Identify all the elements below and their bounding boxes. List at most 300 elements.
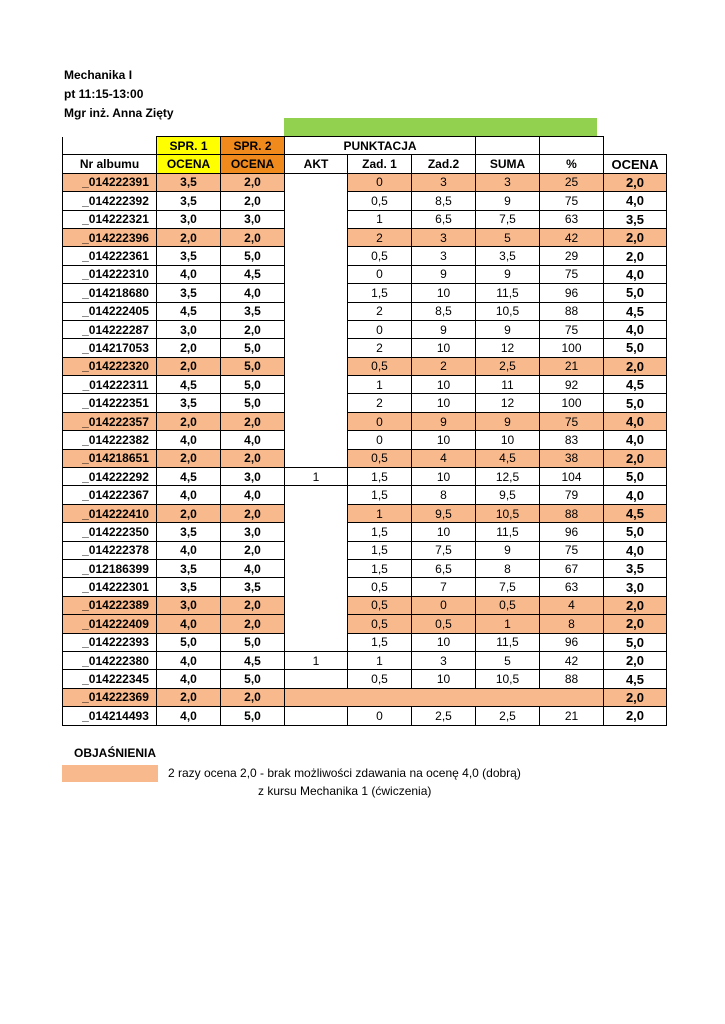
- zad2-cell: 9: [412, 265, 476, 283]
- table-row: [63, 688, 667, 706]
- akt-cell: [285, 449, 348, 467]
- zad2-cell: 10: [412, 523, 476, 541]
- percent-cell: 38: [540, 449, 604, 467]
- suma-cell: 10,5: [476, 302, 540, 320]
- zad2-cell: 2: [412, 357, 476, 375]
- spr2-grade-cell: 3,0: [221, 523, 285, 541]
- spr1-grade-cell: 3,5: [157, 578, 221, 596]
- spr1-grade-cell: 2,0: [157, 449, 221, 467]
- spr2-grade-cell: 2,0: [221, 192, 285, 210]
- percent-cell: 42: [540, 651, 604, 669]
- zad2-cell: 10: [412, 431, 476, 449]
- suma-cell: 12: [476, 394, 540, 412]
- album-number-cell: _014218651: [63, 449, 157, 467]
- akt-cell: [285, 284, 348, 302]
- spr2-grade-cell: 3,5: [221, 302, 285, 320]
- final-grade-cell: 2,0: [604, 173, 667, 191]
- suma-cell: 9: [476, 541, 540, 559]
- suma-cell: 2,5: [476, 357, 540, 375]
- zad1-cell: 0,5: [348, 615, 412, 633]
- akt-cell: [285, 578, 348, 596]
- zad2-cell: 3: [412, 651, 476, 669]
- spr2-grade-cell: 3,0: [221, 210, 285, 228]
- spr1-grade-cell: 3,5: [157, 559, 221, 577]
- spr1-grade-cell: 4,0: [157, 541, 221, 559]
- zad2-cell: 9,5: [412, 504, 476, 522]
- percent-cell: 21: [540, 357, 604, 375]
- suma-cell: 1: [476, 615, 540, 633]
- final-grade-cell: 5,0: [604, 339, 667, 357]
- zad2-cell: 10: [412, 394, 476, 412]
- akt-cell: [285, 559, 348, 577]
- table-row: [63, 192, 667, 210]
- zad1-cell: 0: [348, 431, 412, 449]
- album-number-cell: _014222405: [63, 302, 157, 320]
- album-number-cell: _014222345: [63, 670, 157, 688]
- col-header-zad2: Zad.2: [412, 155, 476, 173]
- punktacja-label: PUNKTACJA: [285, 137, 476, 155]
- percent-cell: 88: [540, 670, 604, 688]
- spr1-grade-cell: 4,5: [157, 302, 221, 320]
- zad2-cell: 9: [412, 320, 476, 338]
- zad1-cell: 1,5: [348, 633, 412, 651]
- zad1-cell: 0: [348, 320, 412, 338]
- percent-cell: 63: [540, 210, 604, 228]
- table-row: [63, 431, 667, 449]
- spr2-grade-cell: 5,0: [221, 339, 285, 357]
- suma-cell: 3,5: [476, 247, 540, 265]
- final-grade-cell: 2,0: [604, 357, 667, 375]
- col-header-spr1-ocena: OCENA: [157, 155, 221, 173]
- suma-cell: 11,5: [476, 523, 540, 541]
- legend-title: OBJAŚNIENIA: [74, 746, 157, 760]
- suma-cell: 9: [476, 320, 540, 338]
- header-row-top: [63, 137, 667, 155]
- final-grade-cell: 2,0: [604, 596, 667, 614]
- spr2-grade-cell: 2,0: [221, 688, 285, 706]
- zad2-cell: 10: [412, 468, 476, 486]
- final-grade-cell: 5,0: [604, 468, 667, 486]
- album-number-cell: _014222292: [63, 468, 157, 486]
- header-row-columns: [63, 155, 667, 173]
- spr2-grade-cell: 4,5: [221, 651, 285, 669]
- akt-cell: [285, 615, 348, 633]
- zad1-cell: 1: [348, 376, 412, 394]
- final-grade-cell: 4,5: [604, 670, 667, 688]
- final-grade-cell: 4,0: [604, 320, 667, 338]
- zad2-cell: 2,5: [412, 707, 476, 725]
- album-number-cell: _014222391: [63, 173, 157, 191]
- suma-cell: 9,5: [476, 486, 540, 504]
- spr1-grade-cell: 4,0: [157, 265, 221, 283]
- merged-empty-cell: [285, 688, 604, 706]
- spr2-grade-cell: 4,5: [221, 265, 285, 283]
- table-row: [63, 504, 667, 522]
- final-grade-cell: 4,0: [604, 265, 667, 283]
- final-grade-cell: 3,5: [604, 210, 667, 228]
- album-number-cell: _014222409: [63, 615, 157, 633]
- zad1-cell: 1,5: [348, 523, 412, 541]
- percent-cell: 75: [540, 541, 604, 559]
- grades-table: [62, 136, 667, 726]
- zad2-cell: 8: [412, 486, 476, 504]
- table-row: [63, 302, 667, 320]
- spr2-grade-cell: 4,0: [221, 486, 285, 504]
- zad1-cell: 0: [348, 265, 412, 283]
- akt-cell: [285, 486, 348, 504]
- header-empty-cell: [540, 137, 604, 155]
- final-grade-cell: 4,0: [604, 541, 667, 559]
- col-header-zad1: Zad. 1: [348, 155, 412, 173]
- spr2-grade-cell: 2,0: [221, 173, 285, 191]
- col-header-album: Nr albumu: [63, 155, 157, 173]
- zad2-cell: 10: [412, 284, 476, 302]
- zad1-cell: 0,5: [348, 670, 412, 688]
- spr1-grade-cell: 4,0: [157, 670, 221, 688]
- spr2-grade-cell: 5,0: [221, 707, 285, 725]
- spr1-grade-cell: 3,5: [157, 523, 221, 541]
- akt-cell: [285, 173, 348, 191]
- album-number-cell: _014222310: [63, 265, 157, 283]
- suma-cell: 11: [476, 376, 540, 394]
- percent-cell: 79: [540, 486, 604, 504]
- album-number-cell: _012186399: [63, 559, 157, 577]
- akt-cell: 1: [285, 468, 348, 486]
- zad2-cell: 6,5: [412, 559, 476, 577]
- akt-cell: [285, 210, 348, 228]
- suma-cell: 11,5: [476, 284, 540, 302]
- percent-cell: 42: [540, 228, 604, 246]
- spr2-grade-cell: 2,0: [221, 449, 285, 467]
- percent-cell: 104: [540, 468, 604, 486]
- table-row: [63, 228, 667, 246]
- percent-cell: 75: [540, 320, 604, 338]
- table-row: [63, 339, 667, 357]
- spr1-grade-cell: 5,0: [157, 633, 221, 651]
- zad1-cell: 1,5: [348, 468, 412, 486]
- akt-cell: [285, 707, 348, 725]
- spr2-grade-cell: 5,0: [221, 670, 285, 688]
- album-number-cell: _014222369: [63, 688, 157, 706]
- table-row: [63, 633, 667, 651]
- spr2-grade-cell: 3,0: [221, 468, 285, 486]
- album-number-cell: _014222357: [63, 412, 157, 430]
- spr1-label: SPR. 1: [157, 137, 221, 155]
- final-grade-cell: 4,5: [604, 302, 667, 320]
- zad2-cell: 3: [412, 228, 476, 246]
- akt-cell: 1: [285, 651, 348, 669]
- spr1-grade-cell: 4,0: [157, 651, 221, 669]
- spr2-label: SPR. 2: [221, 137, 285, 155]
- zad1-cell: 0,5: [348, 192, 412, 210]
- percent-cell: 88: [540, 302, 604, 320]
- akt-cell: [285, 265, 348, 283]
- header-empty-cell: [476, 137, 540, 155]
- spr2-grade-cell: 4,0: [221, 284, 285, 302]
- album-number-cell: _014222378: [63, 541, 157, 559]
- spr1-grade-cell: 3,5: [157, 394, 221, 412]
- percent-cell: 21: [540, 707, 604, 725]
- table-row: [63, 486, 667, 504]
- zad2-cell: 4: [412, 449, 476, 467]
- legend-text-line1: 2 razy ocena 2,0 - brak możliwości zdawania na ocenę 4,0 (dobrą): [168, 766, 521, 780]
- spr2-grade-cell: 2,0: [221, 412, 285, 430]
- zad2-cell: 9: [412, 412, 476, 430]
- suma-cell: 5: [476, 651, 540, 669]
- spr2-grade-cell: 5,0: [221, 357, 285, 375]
- spr1-grade-cell: 3,0: [157, 320, 221, 338]
- album-number-cell: _014222287: [63, 320, 157, 338]
- col-header-spr2-ocena: OCENA: [221, 155, 285, 173]
- spr1-grade-cell: 4,5: [157, 376, 221, 394]
- akt-cell: [285, 504, 348, 522]
- suma-cell: 5: [476, 228, 540, 246]
- final-grade-cell: 4,0: [604, 431, 667, 449]
- spr2-grade-cell: 5,0: [221, 247, 285, 265]
- zad2-cell: 3: [412, 173, 476, 191]
- akt-cell: [285, 431, 348, 449]
- green-header-bar: [284, 118, 597, 136]
- suma-cell: 4,5: [476, 449, 540, 467]
- final-grade-cell: 2,0: [604, 228, 667, 246]
- col-header-final-ocena: OCENA: [604, 155, 667, 173]
- spr1-grade-cell: 4,0: [157, 431, 221, 449]
- percent-cell: 100: [540, 339, 604, 357]
- spr2-grade-cell: 3,5: [221, 578, 285, 596]
- course-title: Mechanika I: [64, 68, 133, 82]
- spr1-grade-cell: 3,5: [157, 284, 221, 302]
- spr1-grade-cell: 3,5: [157, 173, 221, 191]
- spr2-grade-cell: 2,0: [221, 541, 285, 559]
- akt-cell: [285, 192, 348, 210]
- album-number-cell: _014222382: [63, 431, 157, 449]
- album-number-cell: _014222321: [63, 210, 157, 228]
- header-empty-cell: [604, 137, 667, 155]
- spr2-grade-cell: 4,0: [221, 431, 285, 449]
- akt-cell: [285, 412, 348, 430]
- akt-cell: [285, 302, 348, 320]
- table-row: [63, 376, 667, 394]
- final-grade-cell: 4,0: [604, 412, 667, 430]
- zad1-cell: 2: [348, 228, 412, 246]
- final-grade-cell: 3,5: [604, 559, 667, 577]
- percent-cell: 96: [540, 633, 604, 651]
- zad1-cell: 0: [348, 173, 412, 191]
- spr1-grade-cell: 3,0: [157, 210, 221, 228]
- album-number-cell: _014218680: [63, 284, 157, 302]
- table-row: [63, 357, 667, 375]
- zad1-cell: 0,5: [348, 449, 412, 467]
- zad1-cell: 1,5: [348, 541, 412, 559]
- album-number-cell: _014222410: [63, 504, 157, 522]
- akt-cell: [285, 633, 348, 651]
- album-number-cell: _014222361: [63, 247, 157, 265]
- zad1-cell: 1,5: [348, 284, 412, 302]
- table-row: [63, 707, 667, 725]
- percent-cell: 8: [540, 615, 604, 633]
- spr1-grade-cell: 4,5: [157, 468, 221, 486]
- album-number-cell: _014222392: [63, 192, 157, 210]
- spr1-grade-cell: 3,5: [157, 247, 221, 265]
- zad2-cell: 10: [412, 376, 476, 394]
- album-number-cell: _014222350: [63, 523, 157, 541]
- zad1-cell: 0,5: [348, 357, 412, 375]
- col-header-percent: %: [540, 155, 604, 173]
- suma-cell: 10: [476, 431, 540, 449]
- suma-cell: 9: [476, 412, 540, 430]
- zad1-cell: 2: [348, 394, 412, 412]
- spr2-grade-cell: 2,0: [221, 228, 285, 246]
- percent-cell: 83: [540, 431, 604, 449]
- akt-cell: [285, 394, 348, 412]
- spr2-grade-cell: 5,0: [221, 376, 285, 394]
- table-row: [63, 615, 667, 633]
- akt-cell: [285, 228, 348, 246]
- suma-cell: 8: [476, 559, 540, 577]
- suma-cell: 9: [476, 265, 540, 283]
- spr2-grade-cell: 2,0: [221, 320, 285, 338]
- final-grade-cell: 4,0: [604, 486, 667, 504]
- suma-cell: 0,5: [476, 596, 540, 614]
- spr2-grade-cell: 5,0: [221, 633, 285, 651]
- percent-cell: 75: [540, 192, 604, 210]
- table-row: [63, 449, 667, 467]
- percent-cell: 75: [540, 412, 604, 430]
- table-row: [63, 523, 667, 541]
- percent-cell: 4: [540, 596, 604, 614]
- spr1-grade-cell: 2,0: [157, 357, 221, 375]
- akt-cell: [285, 523, 348, 541]
- spr1-grade-cell: 2,0: [157, 339, 221, 357]
- final-grade-cell: 2,0: [604, 449, 667, 467]
- zad1-cell: 1,5: [348, 559, 412, 577]
- album-number-cell: _014222396: [63, 228, 157, 246]
- album-number-cell: _014222389: [63, 596, 157, 614]
- table-row: [63, 247, 667, 265]
- zad1-cell: 0: [348, 707, 412, 725]
- zad2-cell: 6,5: [412, 210, 476, 228]
- album-number-cell: _014222367: [63, 486, 157, 504]
- suma-cell: 12,5: [476, 468, 540, 486]
- table-row: [63, 265, 667, 283]
- spr1-grade-cell: 4,0: [157, 707, 221, 725]
- akt-cell: [285, 357, 348, 375]
- akt-cell: [285, 320, 348, 338]
- table-row: [63, 670, 667, 688]
- percent-cell: 100: [540, 394, 604, 412]
- final-grade-cell: 5,0: [604, 284, 667, 302]
- percent-cell: 29: [540, 247, 604, 265]
- table-row: [63, 541, 667, 559]
- akt-cell: [285, 596, 348, 614]
- album-number-cell: _014222351: [63, 394, 157, 412]
- final-grade-cell: 2,0: [604, 688, 667, 706]
- akt-cell: [285, 670, 348, 688]
- table-row: [63, 559, 667, 577]
- spr2-grade-cell: 5,0: [221, 394, 285, 412]
- zad1-cell: 0,5: [348, 578, 412, 596]
- col-header-akt: AKT: [285, 155, 348, 173]
- spr1-grade-cell: 2,0: [157, 412, 221, 430]
- album-number-cell: _014214493: [63, 707, 157, 725]
- percent-cell: 88: [540, 504, 604, 522]
- spr1-grade-cell: 2,0: [157, 228, 221, 246]
- akt-cell: [285, 376, 348, 394]
- spr1-grade-cell: 2,0: [157, 688, 221, 706]
- spr1-grade-cell: 3,0: [157, 596, 221, 614]
- table-row: [63, 394, 667, 412]
- zad2-cell: 3: [412, 247, 476, 265]
- legend-text-line2: z kursu Mechanika 1 (ćwiczenia): [258, 784, 432, 798]
- final-grade-cell: 5,0: [604, 394, 667, 412]
- percent-cell: 96: [540, 284, 604, 302]
- spr1-grade-cell: 4,0: [157, 486, 221, 504]
- table-row: [63, 596, 667, 614]
- zad1-cell: 1,5: [348, 486, 412, 504]
- zad1-cell: 0,5: [348, 247, 412, 265]
- zad1-cell: 1: [348, 504, 412, 522]
- zad2-cell: 10: [412, 633, 476, 651]
- suma-cell: 9: [476, 192, 540, 210]
- suma-cell: 2,5: [476, 707, 540, 725]
- suma-cell: 10,5: [476, 670, 540, 688]
- final-grade-cell: 4,0: [604, 192, 667, 210]
- zad1-cell: 0,5: [348, 596, 412, 614]
- akt-cell: [285, 247, 348, 265]
- table-row: [63, 173, 667, 191]
- final-grade-cell: 4,5: [604, 504, 667, 522]
- akt-cell: [285, 541, 348, 559]
- zad2-cell: 0: [412, 596, 476, 614]
- zad2-cell: 0,5: [412, 615, 476, 633]
- zad2-cell: 10: [412, 670, 476, 688]
- zad2-cell: 10: [412, 339, 476, 357]
- suma-cell: 7,5: [476, 210, 540, 228]
- col-header-suma: SUMA: [476, 155, 540, 173]
- suma-cell: 10,5: [476, 504, 540, 522]
- akt-cell: [285, 339, 348, 357]
- spr2-grade-cell: 2,0: [221, 615, 285, 633]
- final-grade-cell: 3,0: [604, 578, 667, 596]
- percent-cell: 96: [540, 523, 604, 541]
- final-grade-cell: 2,0: [604, 707, 667, 725]
- final-grade-cell: 5,0: [604, 523, 667, 541]
- suma-cell: 3: [476, 173, 540, 191]
- spr1-grade-cell: 4,0: [157, 615, 221, 633]
- album-number-cell: _014222320: [63, 357, 157, 375]
- zad1-cell: 2: [348, 302, 412, 320]
- album-number-cell: _014222311: [63, 376, 157, 394]
- percent-cell: 75: [540, 265, 604, 283]
- zad2-cell: 8,5: [412, 302, 476, 320]
- album-number-cell: _014222393: [63, 633, 157, 651]
- table-row: [63, 651, 667, 669]
- class-time: pt 11:15-13:00: [64, 87, 144, 101]
- suma-cell: 11,5: [476, 633, 540, 651]
- zad2-cell: 8,5: [412, 192, 476, 210]
- percent-cell: 67: [540, 559, 604, 577]
- table-row: [63, 412, 667, 430]
- final-grade-cell: 4,5: [604, 376, 667, 394]
- spr2-grade-cell: 2,0: [221, 504, 285, 522]
- final-grade-cell: 2,0: [604, 247, 667, 265]
- spr1-grade-cell: 3,5: [157, 192, 221, 210]
- zad1-cell: 1: [348, 651, 412, 669]
- spr2-grade-cell: 2,0: [221, 596, 285, 614]
- album-number-cell: _014222380: [63, 651, 157, 669]
- final-grade-cell: 2,0: [604, 615, 667, 633]
- spr2-grade-cell: 4,0: [221, 559, 285, 577]
